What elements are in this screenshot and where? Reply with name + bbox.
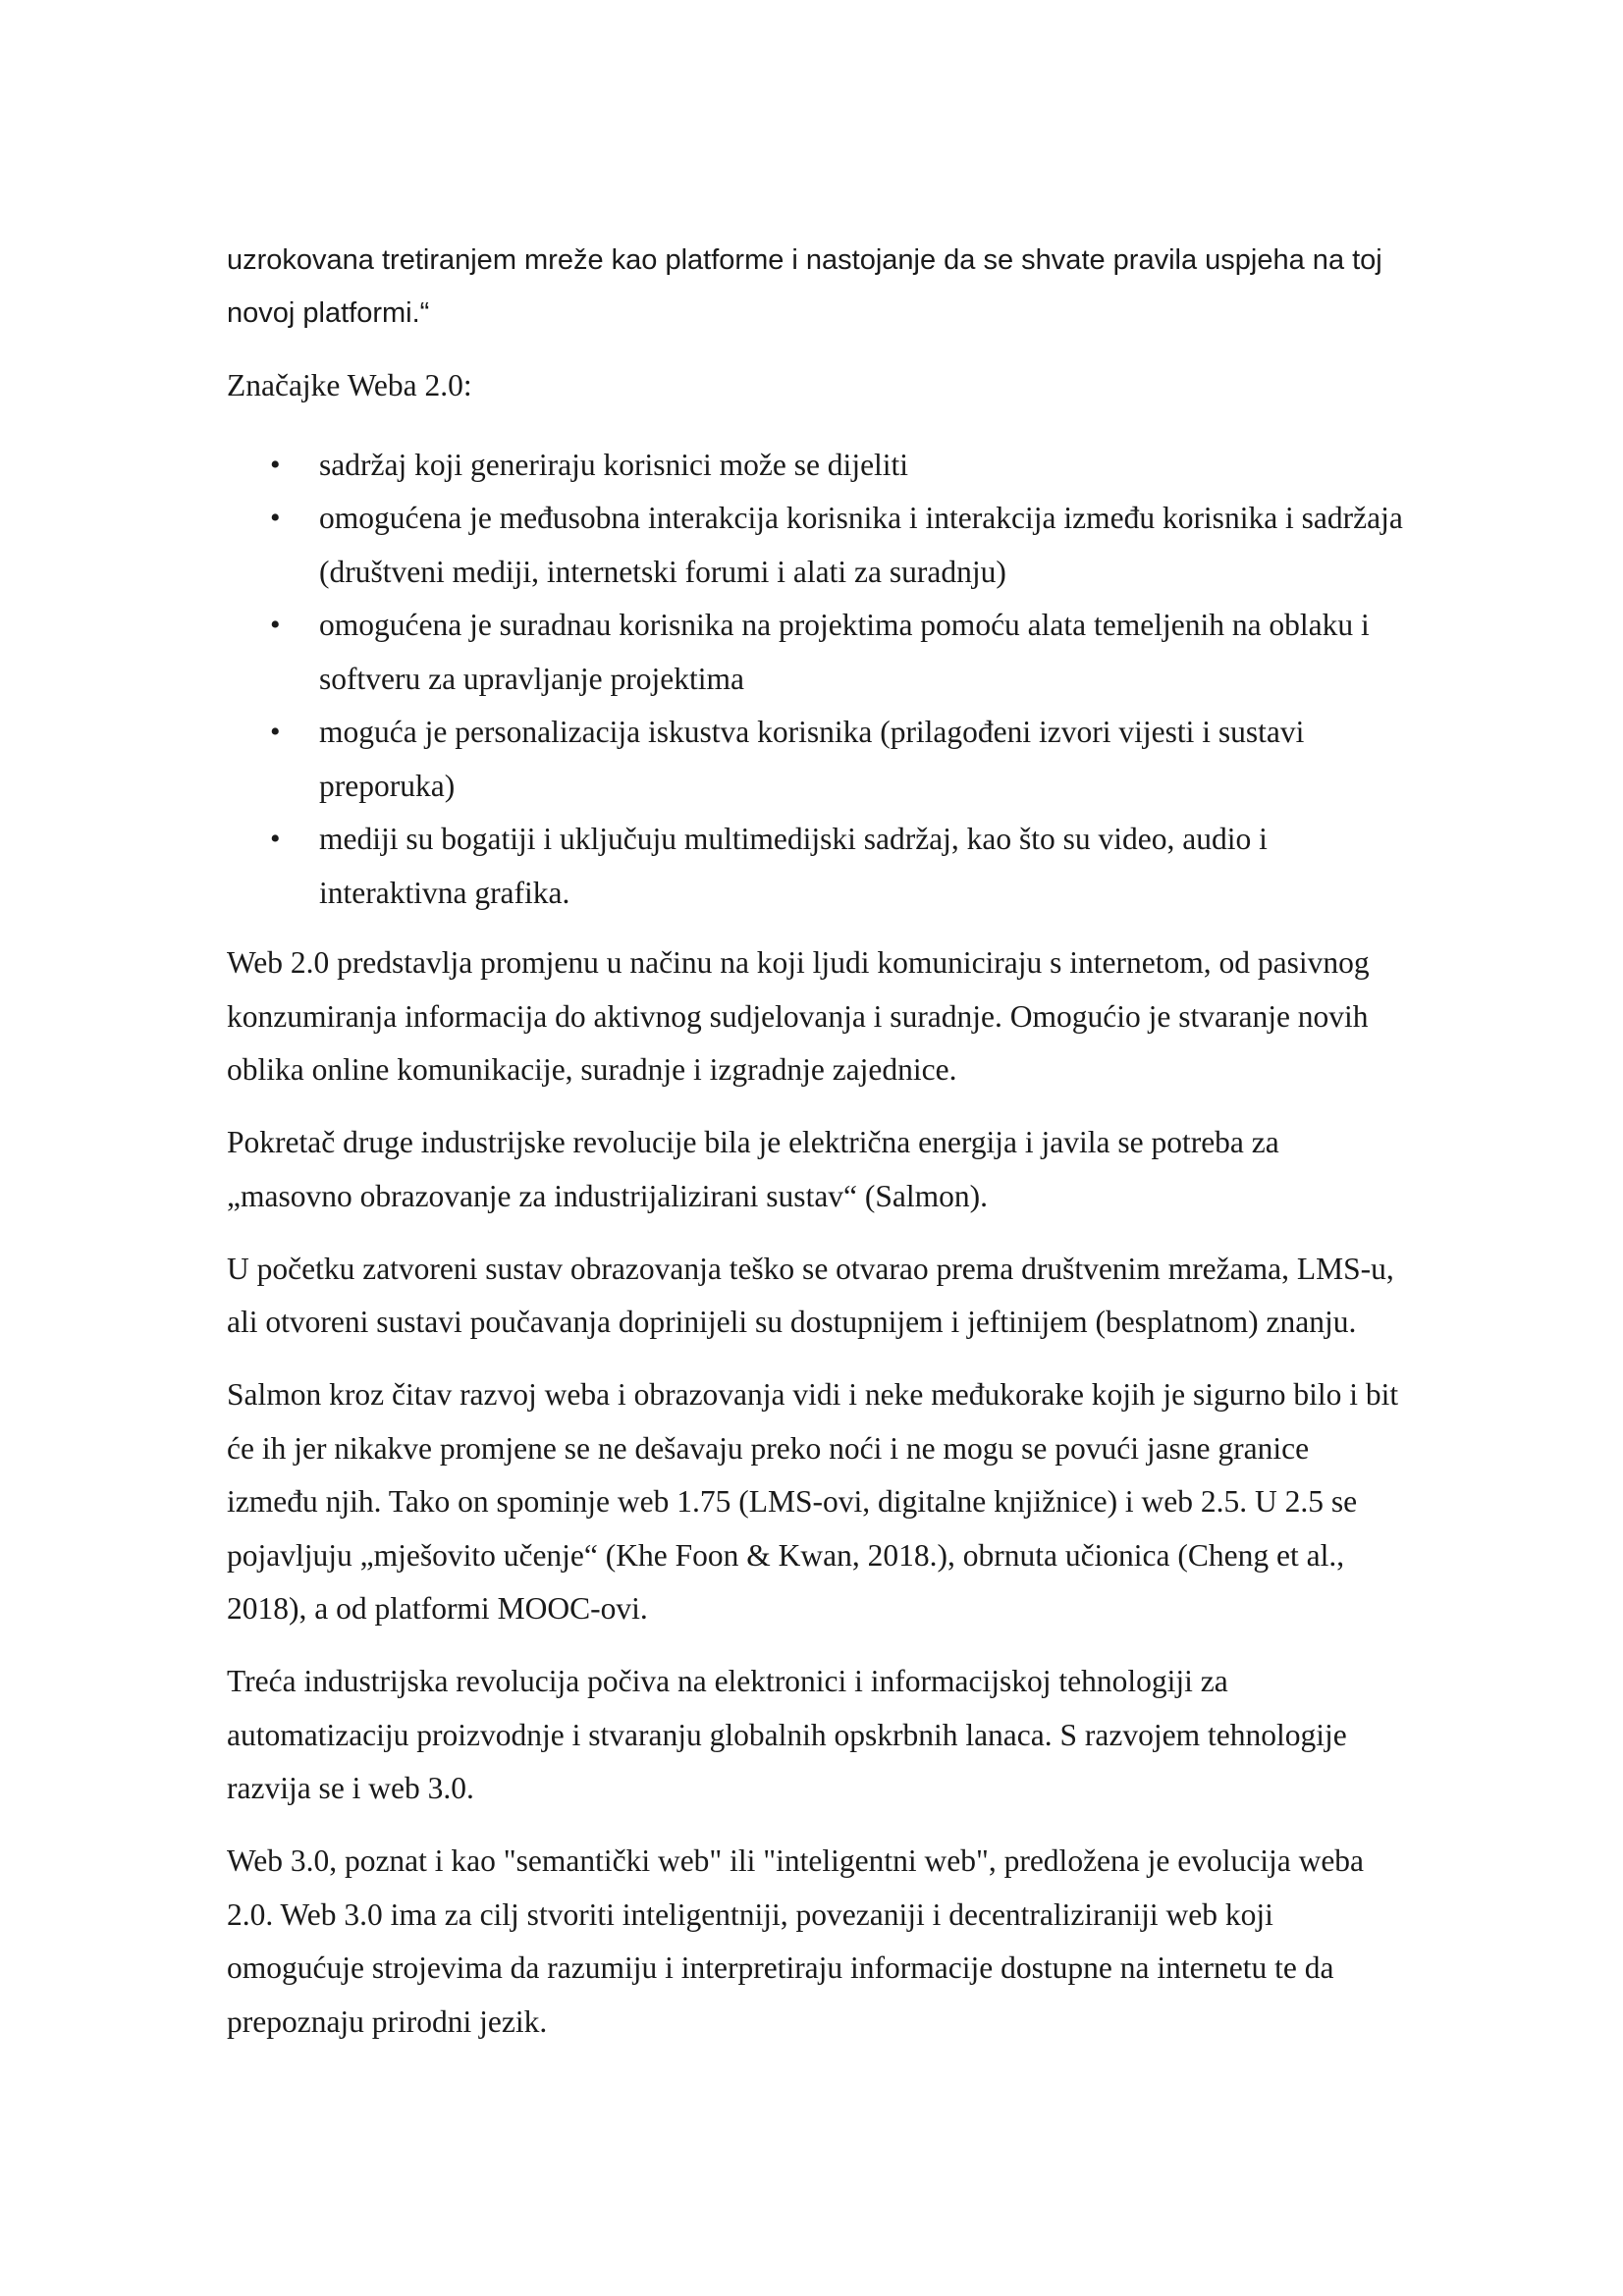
list-item: • omogućena je suradnau korisnika na projektima pomoću alata temeljenih na oblaku i softveru za upravljanje projektima xyxy=(319,599,1405,706)
paragraph-salmon-steps: Salmon kroz čitav razvoj weba i obrazovanja vidi i neke međukorake kojih je sigurno bilo i bit će ih jer nikakve promjene se ne dešavaju preko noći i ne mogu se povući jasne granice između njih. Tako on spominje web 1.75 (LMS-ovi, digitalne knjižnice) i web 2.5. U 2.5 se pojavljuju „mješovito učenje“ (Khe Foon & Kwan, 2018.), obrnuta učionica (Cheng et al., 2018), a od platformi MOOC-ovi. xyxy=(227,1377,1399,1626)
paragraph-web3: Web 3.0, poznat i kao "semantički web" ili "inteligentni web", predložena je evolucija weba 2.0. Web 3.0 ima za cilj stvoriti inteligentniji, povezaniji i decentraliziraniji web koji omogućuje strojevima da razumiju i interpretiraju informacije dostupne na internetu te da prepoznaju prirodni jezik. xyxy=(227,1843,1365,2039)
paragraph-open-systems: U početku zatvoreni sustav obrazovanja teško se otvarao prema društvenim mrežama, LMS-u, ali otvoreni sustavi poučavanja doprinijeli su dostupnijem i jeftinijem (besplatnom) znanju. xyxy=(227,1251,1394,1339)
paragraph-second-revolution: Pokretač druge industrijske revolucije bila je električna energija i javila se potreba za „masovno obrazovanje za industrijalizirani sustav“ (Salmon). xyxy=(227,1125,1279,1213)
features-list xyxy=(227,439,1405,921)
intro-quote-text: uzrokovana tretiranjem mreže kao platforme i nastojanje da se shvate pravila uspjeha na toj novoj platformi.“ xyxy=(227,244,1382,329)
list-item: • mediji su bogatiji i uključuju multimedijski sadržaj, kao što su video, audio i interaktivna grafika. xyxy=(319,813,1405,920)
paragraph-third-revolution: Treća industrijska revolucija počiva na elektronici i informacijskoj tehnologiji za automatizaciju proizvodnje i stvaranju globalnih opskrbnih lanaca. S razvojem tehnologije razvija se i web 3.0. xyxy=(227,1664,1347,1805)
features-heading: Značajke Weba 2.0: xyxy=(227,368,472,402)
list-item: • sadržaj koji generiraju korisnici može se dijeliti xyxy=(319,439,1405,493)
document-page xyxy=(227,234,1405,2068)
list-item: • omogućena je međusobna interakcija korisnika i interakcija između korisnika i sadržaja (društveni mediji, internetski forumi i alati za suradnju) xyxy=(319,492,1405,599)
paragraph-web2-shift: Web 2.0 predstavlja promjenu u načinu na koji ljudi komuniciraju s internetom, od pasivnog konzumiranja informacija do aktivnog sudjelovanja i suradnje. Omogućio je stvaranje novih oblika online komunikacije, suradnje i izgradnje zajednice. xyxy=(227,945,1370,1087)
list-item: • moguća je personalizacija iskustva korisnika (prilagođeni izvori vijesti i sustavi preporuka) xyxy=(319,706,1405,813)
